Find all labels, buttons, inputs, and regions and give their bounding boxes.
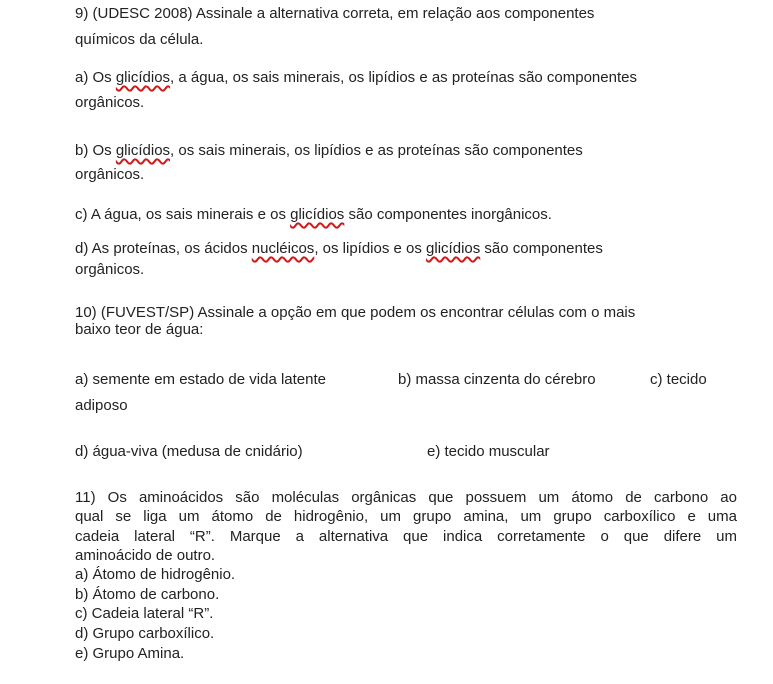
q11-option-a: a) Átomo de hidrogênio. — [75, 566, 236, 583]
q10-option-d: d) água-viva (medusa de cnidário) — [75, 443, 303, 460]
q9-option-d — [75, 240, 603, 258]
q11-stem-line-3: cadeia lateral “R”. Marque a alternativa que indica corretamente o que difere um — [75, 528, 737, 545]
q11-option-c: c) Cadeia lateral “R”. — [75, 605, 214, 622]
q11-stem-line-4: aminoácido de outro. — [75, 547, 216, 564]
q11-option-d: d) Grupo carboxílico. — [75, 625, 215, 642]
q9-option-c — [75, 206, 552, 224]
q9-option-d-misspelled-word-2: glicídios — [426, 240, 481, 257]
q9-option-b — [75, 142, 583, 160]
q9-option-a-line-2: orgânicos. — [75, 94, 145, 111]
q9-option-a-pre: a) Os — [75, 69, 116, 86]
q10-option-b: b) massa cinzenta do cérebro — [398, 371, 596, 388]
q9-heading-line-2: químicos da célula. — [75, 31, 204, 48]
q11-option-e: e) Grupo Amina. — [75, 645, 185, 662]
q11-stem-line-1: 11) Os aminoácidos são moléculas orgânicas que possuem um átomo de carbono ao — [75, 489, 737, 506]
q10-option-a: a) semente em estado de vida latente — [75, 371, 326, 388]
q10-option-c-line-2: adiposo — [75, 397, 128, 414]
q9-option-d-pre: d) As proteínas, os ácidos — [75, 240, 252, 257]
q9-option-d-misspelled-word-1: nucléicos — [251, 240, 315, 257]
q10-heading-line-1: 10) (FUVEST/SP) Assinale a opção em que podem os encontrar células com o mais — [75, 304, 636, 321]
q9-option-a — [75, 69, 637, 87]
q10-option-e: e) tecido muscular — [427, 443, 550, 460]
q9-option-b-misspelled-word: glicídios — [115, 142, 171, 159]
q9-option-c-misspelled-word: glicídios — [290, 206, 345, 223]
q11-option-b: b) Átomo de carbono. — [75, 586, 220, 603]
q9-option-d-line-2: orgânicos. — [75, 261, 145, 278]
q9-option-b-post: , os sais minerais, os lipídios e as proteínas são componentes — [170, 142, 583, 159]
q11-stem-line-2: qual se liga um átomo de hidrogênio, um grupo amina, um grupo carboxílico e uma — [75, 508, 737, 525]
q9-option-d-mid: , os lipídios e os — [314, 240, 427, 257]
q9-option-c-post: são componentes inorgânicos. — [344, 206, 552, 223]
q9-option-a-misspelled-word: glicídios — [115, 69, 171, 86]
q9-option-c-pre: c) A água, os sais minerais e os — [75, 206, 291, 223]
q10-option-c: c) tecido — [650, 371, 707, 388]
q9-option-b-line-2: orgânicos. — [75, 166, 145, 183]
q10-heading-line-2: baixo teor de água: — [75, 321, 204, 338]
q9-option-d-post: são componentes — [480, 240, 603, 257]
q9-option-b-pre: b) Os — [75, 142, 116, 159]
q9-option-a-post: , a água, os sais minerais, os lipídios e as proteínas são componentes — [170, 69, 637, 86]
q9-heading-line-1: 9) (UDESC 2008) Assinale a alternativa correta, em relação aos componentes — [75, 5, 595, 22]
